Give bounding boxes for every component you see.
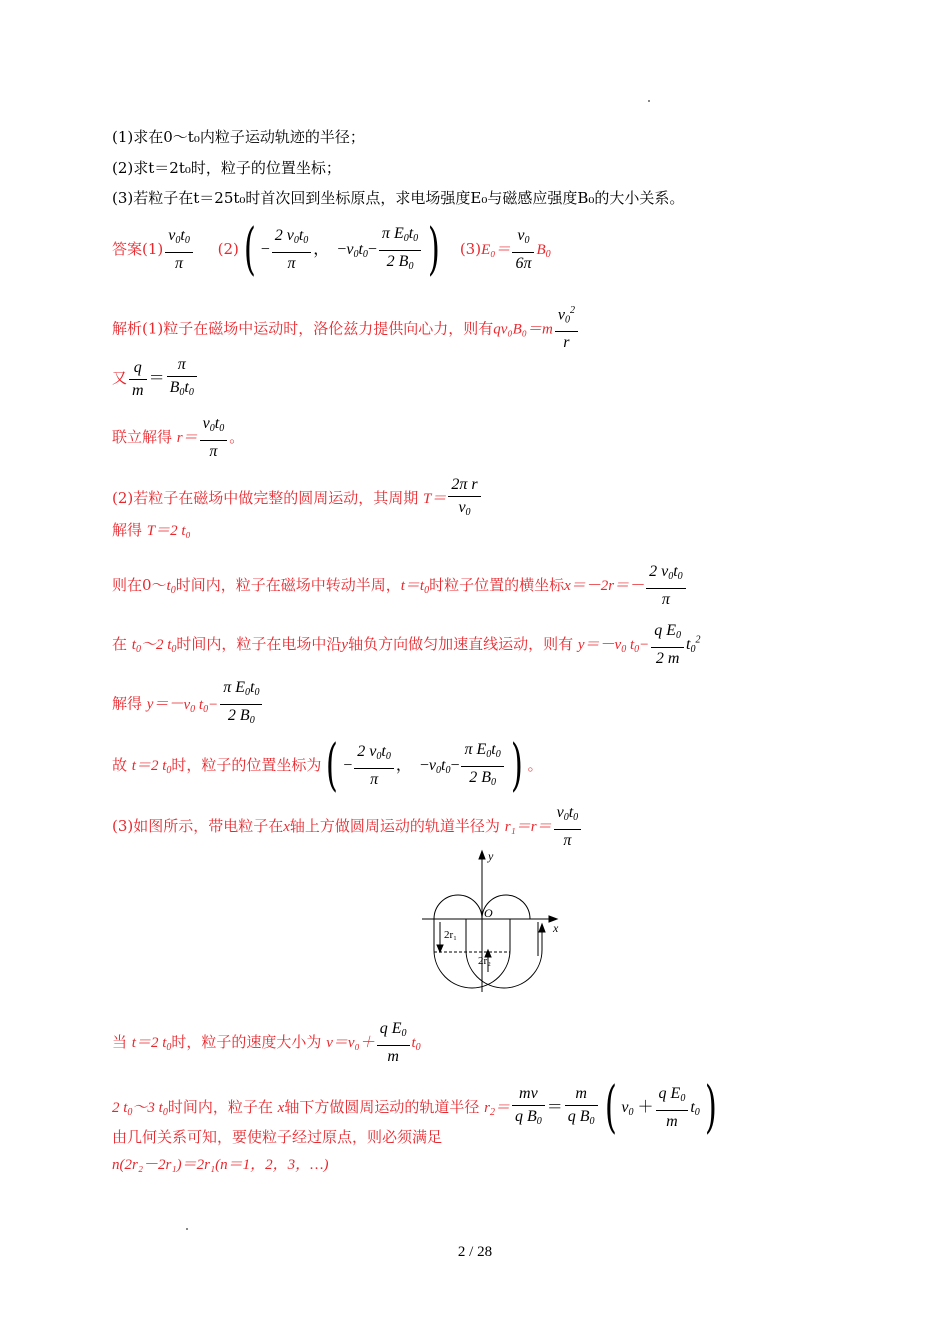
analysis-text-5: 解得 <box>112 521 143 539</box>
origin-label: O <box>484 906 493 920</box>
answer-label: 答案(1) <box>112 240 164 258</box>
analysis-eq-7: y＝－ <box>577 637 615 653</box>
analysis-eq-1: qv₀B₀＝m <box>493 321 553 338</box>
analysis-text-6c: 时粒子位置的横坐标 <box>429 576 565 594</box>
analysis-text-4: (2)若粒子在磁场中做完整的圆周运动，其周期 <box>112 489 419 507</box>
analysis-eq-3: r＝ <box>176 430 198 446</box>
answer-3-eq: E₀＝ <box>481 242 511 258</box>
analysis-text-6a: 则在0～ <box>112 576 167 594</box>
answer-1-frac: $\frac{v_0t_0}{\pi}$ <box>165 225 193 275</box>
analysis-eq-10: r₁＝r＝ <box>504 819 552 835</box>
decor-dot-1 <box>648 100 650 102</box>
analysis-line-11: 当 t＝2 $t_0$时，粒子的速度大小为 v＝v₀＋ $\frac{q E_0}{m}$ $t_0$ <box>112 1020 421 1065</box>
side-arrow <box>539 924 545 932</box>
y-label: y <box>488 849 494 863</box>
analysis-line-7: 在 $t_0\sim 2$ $t_0$时间内，粒子在电场中沿y轴负方向做匀加速直线运动，则有 $y=-v_0$ $t_0-$ $\frac{q E_0}{2 m}$ $t_0^2$ <box>112 622 701 667</box>
analysis-text-7b: 时间内，粒子在电场中沿 <box>176 635 342 653</box>
answer-3-label: (3) <box>459 240 482 258</box>
x-label: x <box>553 921 559 935</box>
analysis-line-1: 解析(1)粒子在磁场中运动时，洛伦兹力提供向心力，则有qv₀B₀＝m $\frac{v_0^2}{r}$ <box>112 300 580 354</box>
analysis-line-8: 解得 $y=-v_0$ $t_0-$ $\frac{\pi E_0t_0}{2 B_0}$ <box>112 677 264 732</box>
analysis-text-6b: 时间内，粒子在磁场中转动半周， <box>175 576 401 594</box>
analysis-text-10b: 轴上方做圆周运动的轨道半径为 <box>289 817 500 835</box>
analysis-eq-4: T＝ <box>423 491 447 507</box>
analysis-line-14: n(2r₂－2r₁)＝2r₁(n＝1，2，3，…) <box>112 1157 329 1173</box>
question-2: (2)求t＝2t₀时，粒子的位置坐标； <box>112 159 341 177</box>
analysis-text-12a: 时间内，粒子在 <box>167 1098 273 1116</box>
analysis-line-5 <box>112 520 191 541</box>
y-axis-arrow <box>479 851 485 859</box>
analysis-eq-6: x＝－2r＝－ <box>564 578 645 594</box>
analysis-text-9a: 故 <box>112 756 128 774</box>
question-3: (3)若粒子在t＝25t₀时首次回到坐标原点，求电场强度E₀与磁感应强度B₀的大小关系。 <box>112 189 685 207</box>
analysis-text-10: (3)如图所示，带电粒子在 <box>112 817 284 835</box>
upper-arc-left <box>434 895 482 919</box>
analysis-text-12b: 轴下方做圆周运动的轨道半径 <box>284 1098 480 1116</box>
analysis-line-10: (3)如图所示，带电粒子在x轴上方做圆周运动的轨道半径为 r₁＝r＝ $\frac{v_0t_0}{\pi}$ <box>112 802 583 852</box>
analysis-text-7a: 在 <box>112 635 128 653</box>
analysis-text-8: 解得 <box>112 694 143 713</box>
answer-line: 答案(1) $\frac{v_0t_0}{\pi}$ (2)( − $\frac{2 v_0t_0}{\pi}$ ， $-v_0t_0-$ $\frac{\pi E_0t_0}{2 B_0}$ ) (3)E₀＝ $\frac{v_0}{6\pi}$ $B_0$ <box>112 217 551 282</box>
r2-label: 2r₂ <box>478 955 491 967</box>
question-1: (1)求在0～t₀内粒子运动轨迹的半径； <box>112 128 365 146</box>
analysis-line-12: 2 $t_0\sim 3$ $t_0$时间内，粒子在 x轴下方做圆周运动的轨道半径 $r_2=$ $\frac{mv}{q B_0}$ ＝ $\frac{m}{q B_0}$ ( $v_0$ ＋ $\frac{q E_0}{m}$ $t_0$) <box>112 1075 717 1140</box>
analysis-line-6: 则在$0\sim t_0$时间内，粒子在磁场中转动半周，$t=t_0$时粒子位置的横坐标x＝－2r＝－ $\frac{2 v_0t_0}{\pi}$ <box>112 561 688 611</box>
analysis-line-13: 由几何关系可知，要使粒子经过原点，则必须满足 <box>112 1128 443 1146</box>
analysis-eq-5: T＝2 t₀ <box>146 523 191 539</box>
analysis-text-1: 解析(1)粒子在磁场中运动时，洛伦兹力提供向心力，则有 <box>112 319 494 338</box>
analysis-text-11a: 当 <box>112 1033 128 1051</box>
analysis-text-11b: 时，粒子的速度大小为 <box>171 1033 322 1051</box>
analysis-line-2: 又 $\frac{q}{m}$ ＝ $\frac{\pi}{B_0t_0}$ <box>112 354 199 404</box>
dim-2r1-arrow <box>437 945 443 952</box>
r1-label: 2r₁ <box>444 929 457 941</box>
trajectory-diagram <box>418 846 568 996</box>
answer-2-label: (2) <box>217 240 239 258</box>
analysis-eq-8: y＝－ <box>146 696 184 713</box>
analysis-text-2: 又 <box>112 369 128 387</box>
analysis-text-3: 联立解得 <box>112 428 173 446</box>
analysis-line-4: (2)若粒子在磁场中做完整的圆周运动，其周期 T＝ $\frac{\text{2π r}}{v_0}$ <box>112 474 483 524</box>
analysis-text-7c: 轴负方向做匀加速直线运动，则有 <box>348 635 574 653</box>
analysis-text-9b: 时，粒子的位置坐标为 <box>171 756 322 774</box>
analysis-eq-11: v＝v₀＋ <box>326 1035 375 1051</box>
analysis-line-9: 故 t＝2 $t_0$时，粒子的位置坐标为( − $\frac{2 v_0t_0}{\pi}$ ， $-v_0t_0-$ $\frac{\pi E_0t_0}{2 B_0}$ ) 。 <box>112 733 543 798</box>
lower-arc-2 <box>466 919 542 988</box>
decor-dot-2 <box>186 1228 188 1230</box>
page-number: 2 / 28 <box>457 1244 493 1260</box>
analysis-line-3: 联立解得 r＝ $\frac{v_0t_0}{\pi}$ 。 <box>112 415 245 460</box>
